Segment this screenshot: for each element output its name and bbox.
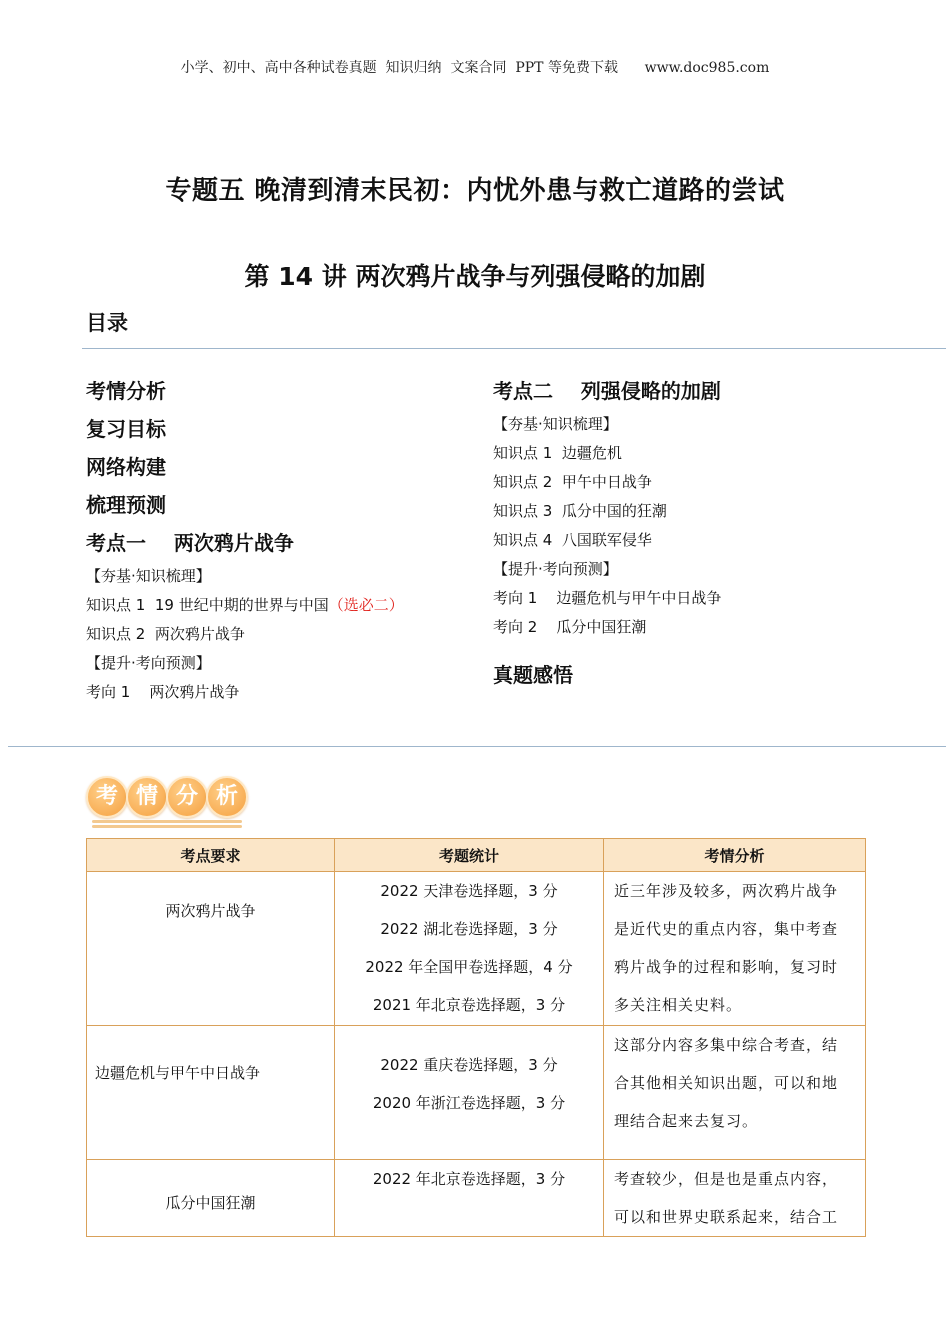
toc-subheading-basics[interactable]: 【夯基·知识梳理】 bbox=[86, 567, 211, 585]
stat-line: 2022 年北京卷选择题，3 分 bbox=[372, 1170, 566, 1188]
badge-char-4: 析 bbox=[206, 776, 248, 818]
toc-knowledge-point-1-note: （选必二） bbox=[328, 596, 404, 614]
table-row bbox=[87, 1026, 866, 1160]
stat-line: 2022 湖北卷选择题，3 分 bbox=[380, 920, 558, 938]
toc-item-prediction[interactable]: 梳理预测 bbox=[86, 493, 166, 517]
cell-requirement-text: 瓜分中国狂潮 bbox=[165, 1194, 256, 1212]
stat-line: 2022 年全国甲卷选择题，4 分 bbox=[365, 958, 573, 976]
toc-direction-r2[interactable]: 考向 2 瓜分中国狂潮 bbox=[493, 618, 647, 636]
analysis-line: 考查较少，但是也是重点内容， bbox=[614, 1170, 839, 1188]
stat-line: 2020 年浙江卷选择题，3 分 bbox=[372, 1094, 566, 1112]
cell-requirement-text: 两次鸦片战争 bbox=[165, 902, 256, 920]
analysis-line: 可以和世界史联系起来，结合工 bbox=[614, 1208, 839, 1226]
analysis-line: 多关注相关史料。 bbox=[614, 996, 743, 1014]
toc-item-point-one[interactable]: 考点一 两次鸦片战争 bbox=[86, 531, 294, 555]
analysis-line: 理结合起来去复习。 bbox=[614, 1112, 759, 1130]
cell-analysis bbox=[604, 872, 866, 1026]
toc-subheading-improve-2[interactable]: 【提升·考向预测】 bbox=[493, 560, 618, 578]
exam-analysis-table bbox=[86, 838, 866, 1237]
site-header-text: 小学、初中、高中各种试卷真题 知识归纳 文案合同 PPT 等免费下载 www.doc985.com bbox=[180, 60, 770, 76]
toc-subheading-improve[interactable]: 【提升·考向预测】 bbox=[86, 654, 211, 672]
toc-heading: 目录 bbox=[86, 311, 128, 335]
toc-item-network[interactable]: 网络构建 bbox=[86, 455, 166, 479]
toc-knowledge-point-1-label: 知识点 1 19 世纪中期的世界与中国 bbox=[86, 596, 329, 614]
toc-knowledge-point-r1[interactable]: 知识点 1 边疆危机 bbox=[493, 444, 622, 462]
toc-knowledge-point-r3[interactable]: 知识点 3 瓜分中国的狂潮 bbox=[493, 502, 667, 520]
toc-knowledge-point-2[interactable]: 知识点 2 两次鸦片战争 bbox=[86, 625, 245, 643]
cell-requirement bbox=[87, 872, 335, 1026]
toc-item-review-goals[interactable]: 复习目标 bbox=[86, 417, 166, 441]
toc-item-point-two[interactable]: 考点二 列强侵略的加剧 bbox=[493, 379, 721, 403]
toc-direction-r1[interactable]: 考向 1 边疆危机与甲午中日战争 bbox=[493, 589, 722, 607]
column-header-requirement: 考点要求 bbox=[87, 839, 335, 872]
toc-knowledge-point-1[interactable] bbox=[86, 593, 476, 622]
toc-left-column bbox=[86, 374, 476, 709]
analysis-line: 是近代史的重点内容，集中考查 bbox=[614, 920, 839, 938]
toc-item-real-exam[interactable]: 真题感悟 bbox=[493, 663, 573, 687]
badge-char-3: 分 bbox=[166, 776, 208, 818]
cell-requirement bbox=[87, 1026, 335, 1160]
cell-statistics bbox=[335, 1026, 604, 1160]
table-row bbox=[87, 872, 866, 1026]
analysis-line: 这部分内容多集中综合考查，结 bbox=[614, 1036, 839, 1054]
toc-item-analysis[interactable]: 考情分析 bbox=[86, 379, 166, 403]
badge-underline-2 bbox=[92, 825, 242, 828]
table-row bbox=[87, 1160, 866, 1237]
exam-analysis-badge bbox=[86, 774, 256, 834]
analysis-line: 近三年涉及较多，两次鸦片战争 bbox=[614, 882, 839, 900]
divider-bottom bbox=[8, 746, 946, 747]
cell-statistics bbox=[335, 872, 604, 1026]
stat-line: 2022 重庆卷选择题，3 分 bbox=[380, 1056, 558, 1074]
column-header-analysis: 考情分析 bbox=[604, 839, 866, 872]
stat-line: 2022 天津卷选择题，3 分 bbox=[380, 882, 558, 900]
analysis-line: 合其他相关知识出题，可以和地 bbox=[614, 1074, 839, 1092]
badge-char-2: 情 bbox=[126, 776, 168, 818]
table-header-row bbox=[87, 839, 866, 872]
cell-statistics bbox=[335, 1160, 604, 1237]
cell-analysis bbox=[604, 1160, 866, 1237]
toc-subheading-basics-2[interactable]: 【夯基·知识梳理】 bbox=[493, 415, 618, 433]
lecture-title: 第 14 讲 两次鸦片战争与列强侵略的加剧 bbox=[244, 262, 706, 291]
badge-char-1: 考 bbox=[86, 776, 128, 818]
divider-top bbox=[82, 348, 946, 349]
toc-knowledge-point-r4[interactable]: 知识点 4 八国联军侵华 bbox=[493, 531, 652, 549]
cell-analysis bbox=[604, 1026, 866, 1160]
toc-right-column bbox=[493, 374, 913, 696]
column-header-statistics: 考题统计 bbox=[335, 839, 604, 872]
stat-line: 2021 年北京卷选择题，3 分 bbox=[372, 996, 566, 1014]
toc-knowledge-point-r2[interactable]: 知识点 2 甲午中日战争 bbox=[493, 473, 652, 491]
badge-underline-1 bbox=[92, 820, 242, 823]
topic-title: 专题五 晚清到清末民初：内忧外患与救亡道路的尝试 bbox=[165, 176, 785, 206]
cell-requirement-text: 边疆危机与甲午中日战争 bbox=[95, 1064, 261, 1082]
toc-direction-1[interactable]: 考向 1 两次鸦片战争 bbox=[86, 683, 240, 701]
analysis-line: 鸦片战争的过程和影响，复习时 bbox=[614, 958, 839, 976]
cell-requirement bbox=[87, 1160, 335, 1237]
